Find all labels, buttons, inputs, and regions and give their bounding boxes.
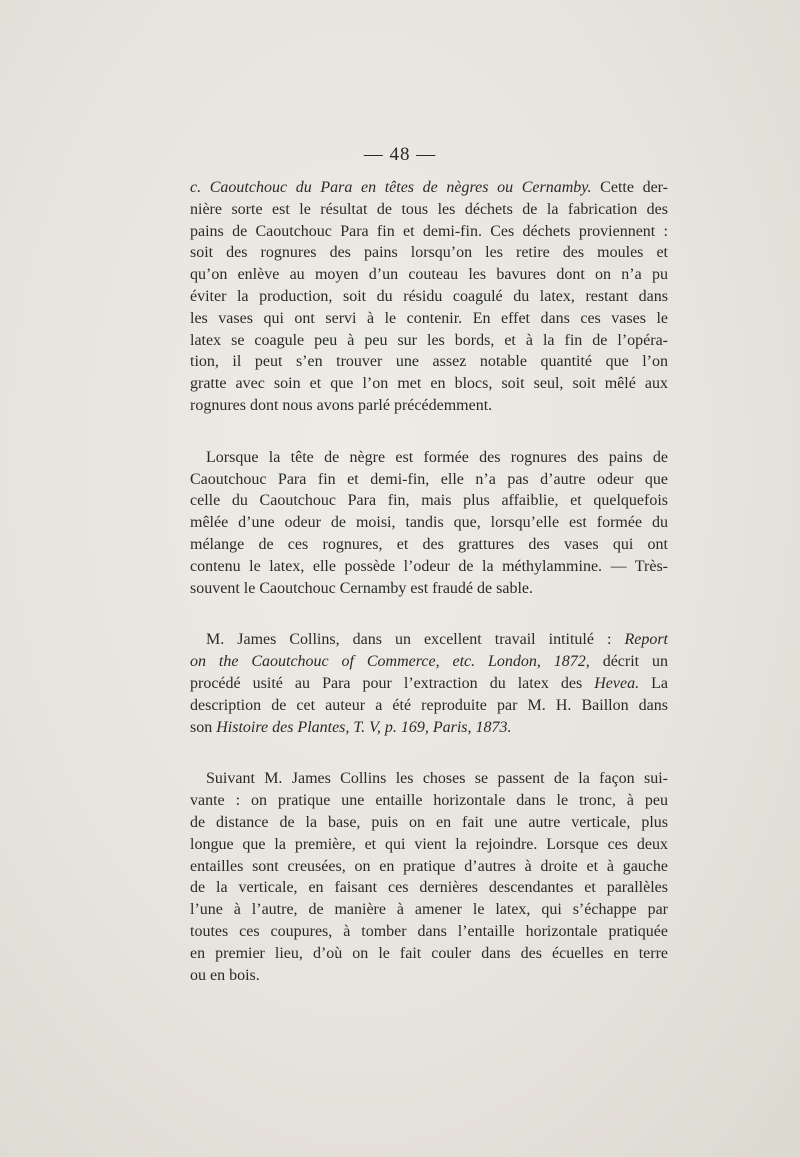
text-segment: de la verticale, en faisant ces dernières descendantes et parallèles — [190, 879, 668, 897]
text-segment: rognures dont nous avons parlé précédemment. — [190, 396, 493, 414]
text-segment: nière sorte est le résultat de tous les déchets de la fabrication des — [190, 200, 668, 218]
text-segment: Suivant M. James Collins les choses se passent de la façon sui- — [206, 770, 668, 788]
text-line — [190, 921, 668, 943]
text-segment: Lorsque la tête de nègre est formée des rognures des pains de — [206, 448, 668, 466]
paragraph — [190, 447, 668, 600]
text-line — [190, 578, 668, 600]
text-line — [190, 834, 668, 856]
paragraph — [190, 768, 668, 986]
text-segment: longue que la première, et qui vient la rejoindre. Lorsque ces deux — [190, 835, 668, 853]
text-segment: ou en bois. — [190, 966, 260, 984]
italic-text: on the Caoutchouc of Commerce, etc. London, 1872, — [190, 653, 590, 671]
text-segment: contenu le latex, elle possède l’odeur de la méthylammine. — Très- — [190, 557, 668, 575]
text-line — [190, 373, 668, 395]
paragraph — [190, 629, 668, 738]
text-line — [190, 308, 668, 330]
text-line — [190, 286, 668, 308]
text-segment: son — [190, 718, 217, 736]
text-line — [190, 943, 668, 965]
text-segment: les vases qui ont servi à le contenir. En effet dans ces vases le — [190, 309, 668, 327]
text-line — [190, 651, 668, 673]
italic-text: c. Caoutchouc du Para en têtes de nègres ou Cernamby. — [190, 179, 592, 196]
text-segment: qu’on enlève au moyen d’un couteau les bavures dont on n’a pu — [190, 266, 668, 284]
italic-text: Report — [624, 631, 668, 649]
italic-text: Histoire des Plantes, T. V, p. 169, Paris, 1873. — [216, 718, 512, 736]
text-line — [190, 330, 668, 352]
text-segment: tion, il peut s’en trouver une assez notable quantité que l’on — [190, 353, 668, 371]
text-segment: en premier lieu, d’où on le fait couler dans des écuelles en terre — [190, 944, 668, 962]
text-segment: procédé usité au Para pour l’extraction du latex des — [190, 674, 595, 692]
paragraph — [190, 177, 668, 417]
text-segment: description de cet auteur a été reproduite par M. H. Baillon dans — [190, 696, 668, 714]
text-line — [190, 490, 668, 512]
text-segment: Cette der- — [591, 179, 669, 196]
text-line — [190, 629, 668, 651]
text-segment: M. James Collins, dans un excellent travail intitulé : — [206, 631, 625, 649]
text-line — [190, 469, 668, 491]
text-segment: souvent le Caoutchouc Cernamby est fraudé de sable. — [190, 579, 533, 597]
text-segment: mélange de ces rognures, et des grattures des vases qui ont — [190, 535, 668, 553]
text-line — [190, 221, 668, 243]
body-text — [190, 177, 668, 1016]
text-line — [190, 351, 668, 373]
text-line — [190, 856, 668, 878]
text-line — [190, 177, 668, 199]
text-segment: toutes ces coupures, à tomber dans l’entaille horizontale pratiquée — [190, 922, 668, 940]
text-segment: de distance de la base, puis on en fait une autre verticale, plus — [190, 813, 668, 831]
text-line — [190, 199, 668, 221]
text-line — [190, 534, 668, 556]
text-line — [190, 899, 668, 921]
text-segment: Caoutchouc Para fin et demi-fin, elle n’a pas d’autre odeur que — [190, 470, 668, 488]
text-line — [190, 264, 668, 286]
text-segment: mêlée d’une odeur de moisi, tandis que, lorsqu’elle est formée du — [190, 514, 668, 532]
text-segment: éviter la production, soit du résidu coagulé du latex, restant dans — [190, 287, 668, 305]
text-segment: pains de Caoutchouc Para fin et demi-fin. Ces déchets proviennent : — [190, 222, 668, 240]
text-line — [190, 695, 668, 717]
text-segment: celle du Caoutchouc Para fin, mais plus affaiblie, et quelquefois — [190, 492, 668, 510]
text-line — [190, 717, 668, 739]
text-line — [190, 768, 668, 790]
text-line — [190, 447, 668, 469]
text-segment: l’une à l’autre, de manière à amener le latex, qui s’échappe par — [190, 901, 668, 919]
text-segment: décrit un — [589, 653, 669, 671]
text-line — [190, 965, 668, 987]
text-line — [190, 395, 668, 417]
text-line — [190, 812, 668, 834]
text-segment: latex se coagule peu à peu sur les bords, et à la fin de l’opéra- — [190, 331, 668, 349]
text-segment: La — [639, 674, 669, 692]
text-segment: soit des rognures des pains lorsqu’on les retire des moules et — [190, 244, 668, 262]
text-segment: vante : on pratique une entaille horizontale dans le tronc, à peu — [190, 792, 668, 810]
text-line — [190, 556, 668, 578]
text-segment: gratte avec soin et que l’on met en blocs, soit seul, soit mêlé aux — [190, 375, 668, 393]
text-line — [190, 673, 668, 695]
page-number: — 48 — — [363, 144, 437, 165]
text-line — [190, 512, 668, 534]
text-line — [190, 790, 668, 812]
text-line — [190, 242, 668, 264]
text-line — [190, 877, 668, 899]
italic-text: Hevea. — [594, 674, 640, 692]
text-segment: entailles sont creusées, on en pratique d’autres à droite et à gauche — [190, 857, 668, 875]
